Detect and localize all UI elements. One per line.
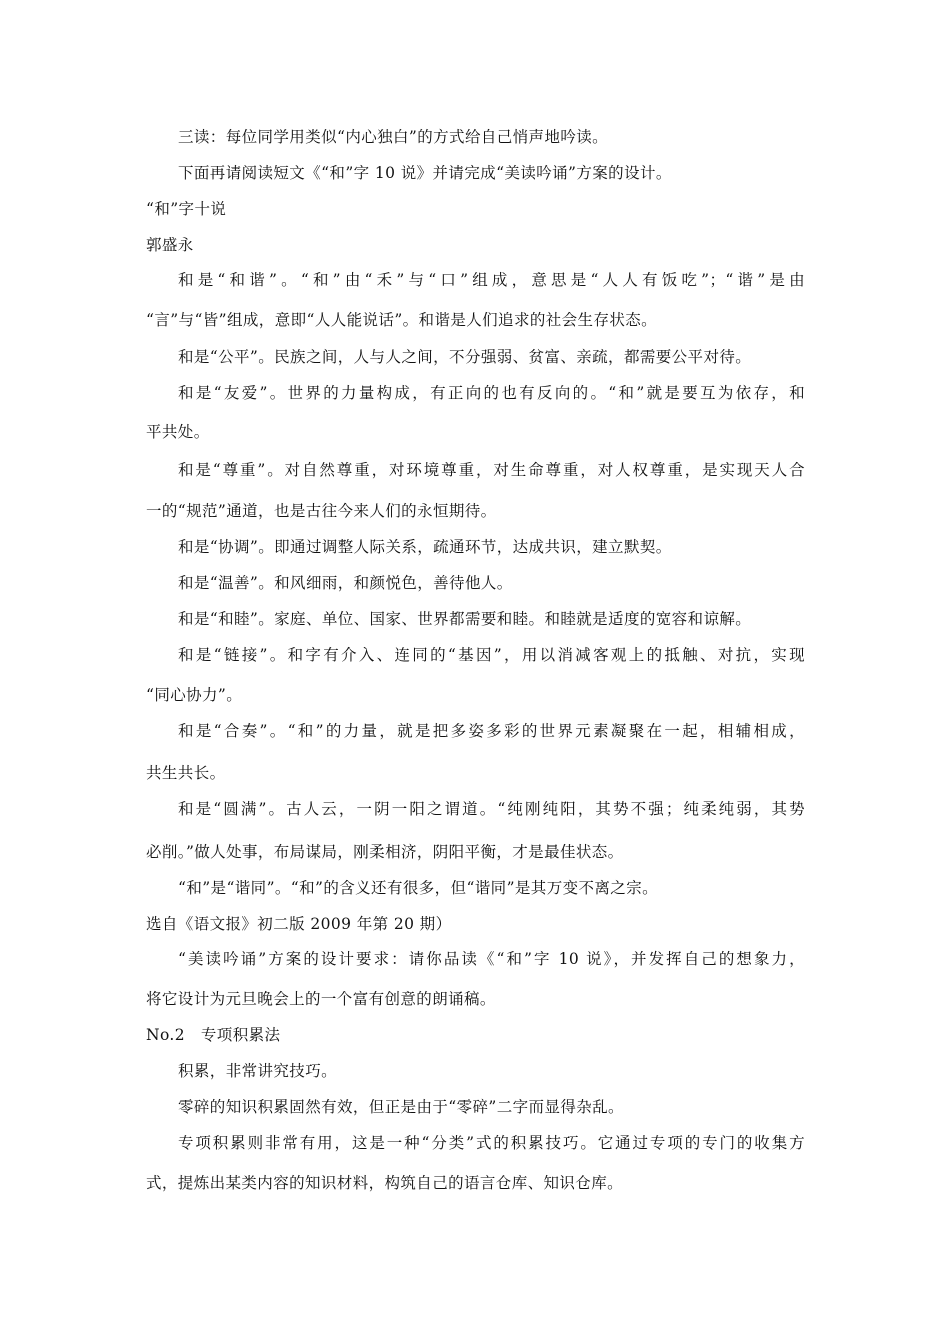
paragraph-design-requirement-line-2: 将它设计为元旦晚会上的一个富有创意的朗诵稿。 xyxy=(146,990,496,1008)
paragraph-special-accumulation-line-1: 专项积累则非常有用，这是一种“分类”式的积累技巧。它通过专项的专门的收集方 xyxy=(178,1134,805,1152)
paragraph-completeness-line-2: 必削。”做人处事，布局谋局，刚柔相济，阴阳平衡，才是最佳状态。 xyxy=(146,843,624,861)
paragraph-friendship-line-2: 平共处。 xyxy=(146,423,210,441)
paragraph-kindness: 和是“温善”。和风细雨，和颜悦色，善待他人。 xyxy=(178,574,513,592)
paragraph-fragmented-knowledge: 零碎的知识积累固然有效，但正是由于“零碎”二字而显得杂乱。 xyxy=(178,1098,624,1116)
paragraph-friendship-line-1: 和是“友爱”。世界的力量构成，有正向的也有反向的。“和”就是要互为依存，和 xyxy=(178,384,805,402)
paragraph-harmony-line-1: 和是“和谐”。“和”由“禾”与“口”组成，意思是“人人有饭吃”；“谐”是由 xyxy=(178,271,805,289)
paragraph-ensemble-line-1: 和是“合奏”。“和”的力量，就是把多姿多彩的世界元素凝聚在一起，相辅相成， xyxy=(178,722,805,740)
article-author: 郭盛永 xyxy=(146,236,194,254)
paragraph-fairness: 和是“公平”。民族之间，人与人之间，不分强弱、贫富、亲疏，都需要公平对待。 xyxy=(178,348,752,366)
paragraph-harmony-line-2: “言”与“皆”组成，意即“人人能说话”。和谐是人们追求的社会生存状态。 xyxy=(146,311,658,329)
paragraph-special-accumulation-line-2: 式，提炼出某类内容的知识材料，构筑自己的语言仓库、知识仓库。 xyxy=(146,1174,624,1192)
paragraph-instruction: 下面再请阅读短文《“和”字 10 说》并请完成“美读吟诵”方案的设计。 xyxy=(178,164,672,182)
paragraph-ensemble-line-2: 共生共长。 xyxy=(146,764,226,782)
paragraph-accumulation-skill: 积累，非常讲究技巧。 xyxy=(178,1062,338,1080)
paragraph-respect-line-1: 和是“尊重”。对自然尊重，对环境尊重，对生命尊重，对人权尊重，是实现天人合 xyxy=(178,461,805,479)
section-heading-no2: No.2 专项积累法 xyxy=(146,1026,281,1044)
paragraph-third-reading: 三读：每位同学用类似“内心独白”的方式给自己悄声地吟读。 xyxy=(178,128,609,146)
paragraph-respect-line-2: 一的“规范”通道，也是古往今来人们的永恒期待。 xyxy=(146,502,497,520)
paragraph-completeness-line-1: 和是“圆满”。古人云，一阴一阳之谓道。“纯刚纯阳，其势不强；纯柔纯弱，其势 xyxy=(178,800,805,818)
paragraph-link-line-2: “同心协力”。 xyxy=(146,686,243,704)
paragraph-link-line-1: 和是“链接”。和字有介入、连同的“基因”，用以消减客观上的抵触、对抗，实现 xyxy=(178,646,805,664)
article-source: 选自《语文报》初二版 2009 年第 20 期） xyxy=(146,915,452,933)
paragraph-design-requirement-line-1: “美读吟诵”方案的设计要求：请你品读《“和”字 10 说》，并发挥自己的想象力， xyxy=(178,950,805,968)
paragraph-coordination: 和是“协调”。即通过调整人际关系，疏通环节，达成共识，建立默契。 xyxy=(178,538,672,556)
article-title: “和”字十说 xyxy=(146,200,227,218)
paragraph-unity: “和”是“谐同”。“和”的含义还有很多，但“谐同”是其万变不离之宗。 xyxy=(178,879,658,897)
paragraph-harmony-family: 和是“和睦”。家庭、单位、国家、世界都需要和睦。和睦就是适度的宽容和谅解。 xyxy=(178,610,752,628)
